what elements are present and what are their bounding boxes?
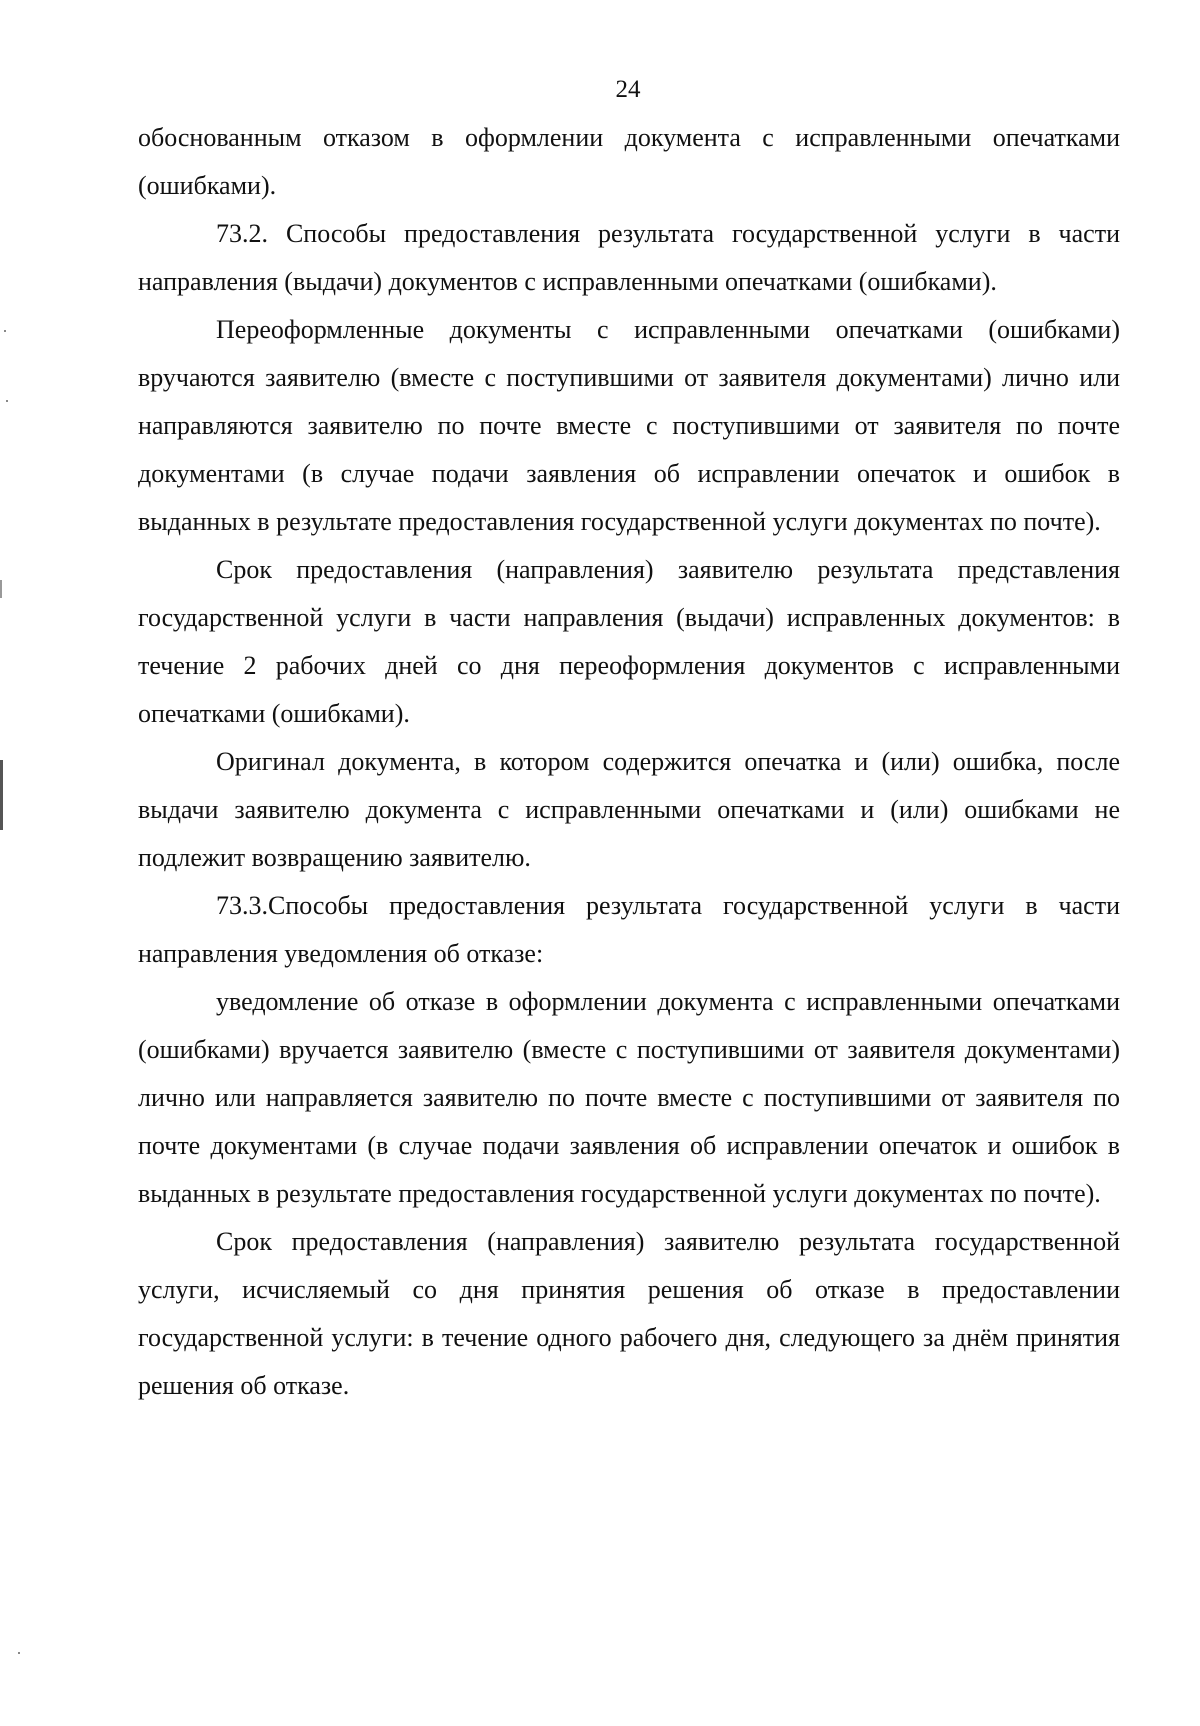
scan-edge-mark bbox=[0, 580, 2, 598]
document-body bbox=[138, 114, 1120, 1410]
scan-speck bbox=[6, 400, 8, 402]
paragraph-reissued-documents: Переоформленные документы с исправленными опечатками (ошибками) вручаются заявителю (вместе с поступившими от заявителя документами) лично или направляются заявителю по почте вместе с поступившими от заявителя по почте документами (в случае подачи заявления об исправлении опечаток и ошибок в выданных в результате предоставления государственной услуги документах по почте). bbox=[138, 315, 1120, 536]
paragraph-section-73-3: 73.3.Способы предоставления результата государственной услуги в части направления уведомления об отказе: bbox=[138, 891, 1120, 968]
paragraph-delivery-term: Срок предоставления (направления) заявителю результата представления государственной услуги в части направления (выдачи) исправленных документов: в течение 2 рабочих дней со дня переоформления документов с исправленными опечатками (ошибками). bbox=[138, 555, 1120, 728]
paragraph-refusal-notice: уведомление об отказе в оформлении документа с исправленными опечатками (ошибками) вручается заявителю (вместе с поступившими от заявителя документами) лично или направляется заявителю по почте вместе с поступившими от заявителя по почте документами (в случае подачи заявления об исправлении опечаток и ошибок в выданных в результате предоставления государственной услуги документах по почте). bbox=[138, 987, 1120, 1208]
scan-edge-mark bbox=[0, 760, 3, 830]
scan-speck bbox=[18, 1652, 20, 1654]
page-number: 24 bbox=[615, 76, 641, 103]
paragraph-refusal-term: Срок предоставления (направления) заявителю результата государственной услуги, исчисляемый со дня принятия решения об отказе в предоставлении государственной услуги: в течение одного рабочего дня, следующего за днём принятия решения об отказе. bbox=[138, 1227, 1120, 1400]
paragraph-original-document: Оригинал документа, в котором содержится опечатка и (или) ошибка, после выдачи заявителю документа с исправленными опечатками и (или) ошибками не подлежит возвращению заявителю. bbox=[138, 747, 1120, 872]
paragraph-continuation: обоснованным отказом в оформлении документа с исправленными опечатками (ошибками). bbox=[138, 123, 1120, 200]
scan-speck bbox=[4, 330, 6, 332]
paragraph-section-73-2: 73.2. Способы предоставления результата государственной услуги в части направления (выдачи) документов с исправленными опечатками (ошибками). bbox=[138, 219, 1120, 296]
